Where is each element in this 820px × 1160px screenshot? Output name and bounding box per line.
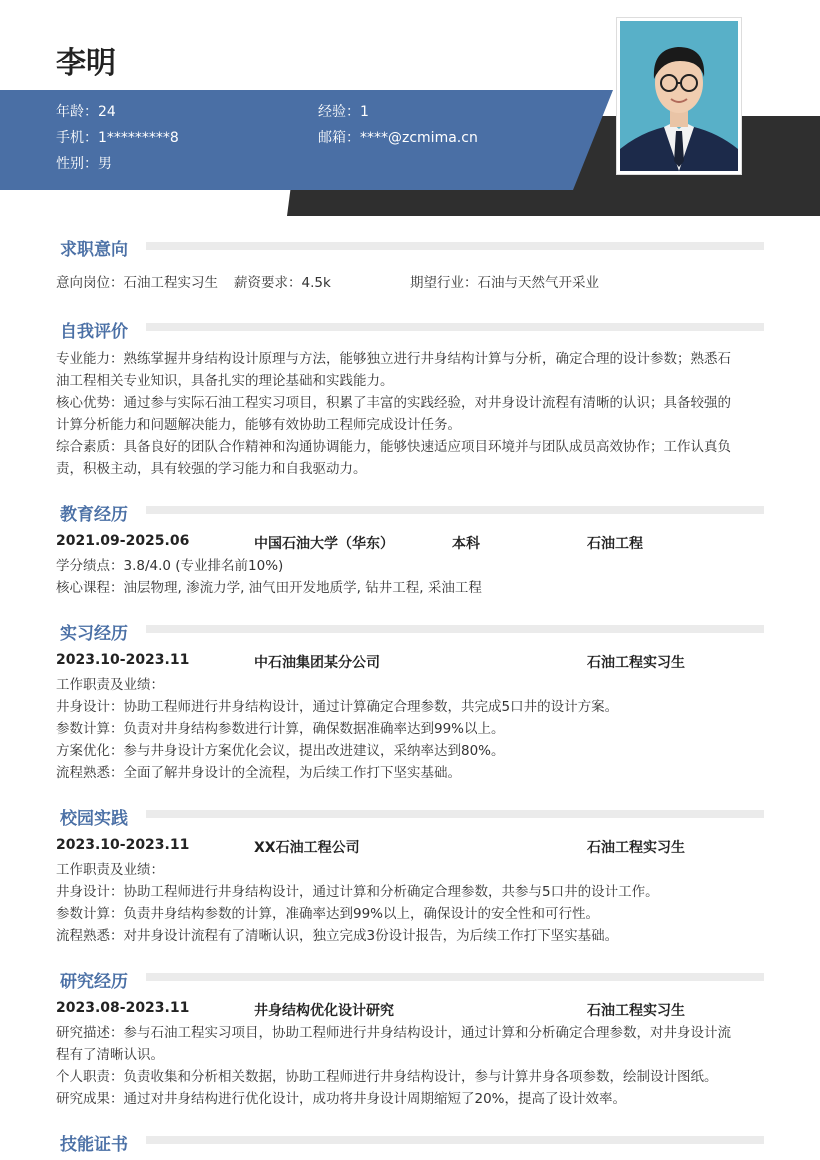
candidate-name: 李明 <box>56 46 116 81</box>
section-title-education: 教育经历 <box>60 505 128 525</box>
text-line: 井身设计：协助工程师进行井身结构设计，通过计算和分析确定合理参数，共参与5口井的设计工作。 <box>56 884 659 900</box>
campus-date: 2023.10-2023.11 <box>56 837 190 853</box>
section-rule <box>146 810 764 818</box>
profile-photo <box>617 18 741 174</box>
age-field: 年龄：24 <box>56 104 116 120</box>
campus-org: XX石油工程公司 <box>254 840 360 856</box>
text-line: 流程熟悉：全面了解井身设计的全流程，为后续工作打下坚实基础。 <box>56 765 461 781</box>
text-line: 井身设计：协助工程师进行井身结构设计，通过计算确定合理参数，共完成5口井的设计方案。 <box>56 699 619 715</box>
text-line: 核心课程：油层物理, 渗流力学, 油气田开发地质学, 钻井工程, 采油工程 <box>56 580 482 596</box>
text-line: 油工程相关专业知识，具备扎实的理论基础和实践能力。 <box>56 373 394 389</box>
section-title-self-eval: 自我评价 <box>60 322 128 342</box>
experience-field: 经验：1 <box>318 104 369 120</box>
campus-details <box>56 859 659 947</box>
phone-field: 手机：1*********8 <box>56 130 179 146</box>
education-details <box>56 555 482 599</box>
email-field: 邮箱：****@zcmima.cn <box>318 130 478 146</box>
intent-salary: 薪资要求：4.5k <box>234 275 331 291</box>
text-line: 专业能力：熟练掌握井身结构设计原理与方法，能够独立进行井身结构计算与分析，确定合理的设计参数；熟悉石 <box>56 351 731 367</box>
text-line: 参数计算：负责对井身结构参数进行计算，确保数据准确率达到99%以上。 <box>56 721 505 737</box>
text-line: 研究成果：通过对井身结构进行优化设计，成功将井身设计周期缩短了20%，提高了设计效率。 <box>56 1091 627 1107</box>
section-rule <box>146 506 764 514</box>
text-line: 计算分析能力和问题解决能力，能够有效协助工程师完成设计任务。 <box>56 417 461 433</box>
section-rule <box>146 242 764 250</box>
research-details <box>56 1022 731 1110</box>
text-line: 责，积极主动，具有较强的学习能力和自我驱动力。 <box>56 461 367 477</box>
text-line: 流程熟悉：对井身设计流程有了清晰认识，独立完成3份设计报告，为后续工作打下坚实基础。 <box>56 928 619 944</box>
text-line: 个人职责：负责收集和分析相关数据，协助工程师进行井身结构设计，参与计算井身各项参数，绘制设计图纸。 <box>56 1069 718 1085</box>
text-line: 工作职责及业绩： <box>56 862 164 878</box>
campus-role: 石油工程实习生 <box>587 840 685 856</box>
section-title-intent: 求职意向 <box>60 240 128 260</box>
text-line: 程有了清晰认识。 <box>56 1047 164 1063</box>
internship-details <box>56 674 618 784</box>
section-rule <box>146 1136 764 1144</box>
internship-org: 中石油集团某分公司 <box>254 655 380 671</box>
text-line: 参数计算：负责井身结构参数的计算，准确率达到99%以上，确保设计的安全性和可行性。 <box>56 906 600 922</box>
text-line: 综合素质：具备良好的团队合作精神和沟通协调能力，能够快速适应项目环境并与团队成员高效协作；工作认真负 <box>56 439 731 455</box>
text-line: 方案优化：参与井身设计方案优化会议，提出改进建议，采纳率达到80%。 <box>56 743 505 759</box>
education-school: 中国石油大学（华东） <box>254 536 394 552</box>
research-date: 2023.08-2023.11 <box>56 1000 190 1016</box>
section-rule <box>146 973 764 981</box>
section-title-campus: 校园实践 <box>60 809 128 829</box>
section-title-research: 研究经历 <box>60 972 128 992</box>
section-title-skills: 技能证书 <box>60 1135 128 1155</box>
gender-field: 性别：男 <box>56 156 112 172</box>
text-line: 研究描述：参与石油工程实习项目，协助工程师进行井身结构设计，通过计算和分析确定合理参数，对井身设计流 <box>56 1025 731 1041</box>
self-eval-body <box>56 348 731 480</box>
education-degree: 本科 <box>452 536 480 552</box>
education-major: 石油工程 <box>587 536 643 552</box>
section-rule <box>146 625 764 633</box>
intent-position: 意向岗位：石油工程实习生 <box>56 275 218 291</box>
research-project: 井身结构优化设计研究 <box>254 1003 394 1019</box>
section-rule <box>146 323 764 331</box>
internship-role: 石油工程实习生 <box>587 655 685 671</box>
section-title-internship: 实习经历 <box>60 624 128 644</box>
research-role: 石油工程实习生 <box>587 1003 685 1019</box>
text-line: 核心优势：通过参与实际石油工程实习项目，积累了丰富的实践经验，对井身设计流程有清晰的认识；具备较强的 <box>56 395 731 411</box>
text-line: 工作职责及业绩： <box>56 677 164 693</box>
education-date: 2021.09-2025.06 <box>56 533 190 549</box>
text-line: 学分绩点：3.8/4.0 (专业排名前10%) <box>56 558 284 574</box>
intent-industry: 期望行业：石油与天然气开采业 <box>410 275 599 291</box>
internship-date: 2023.10-2023.11 <box>56 652 190 668</box>
